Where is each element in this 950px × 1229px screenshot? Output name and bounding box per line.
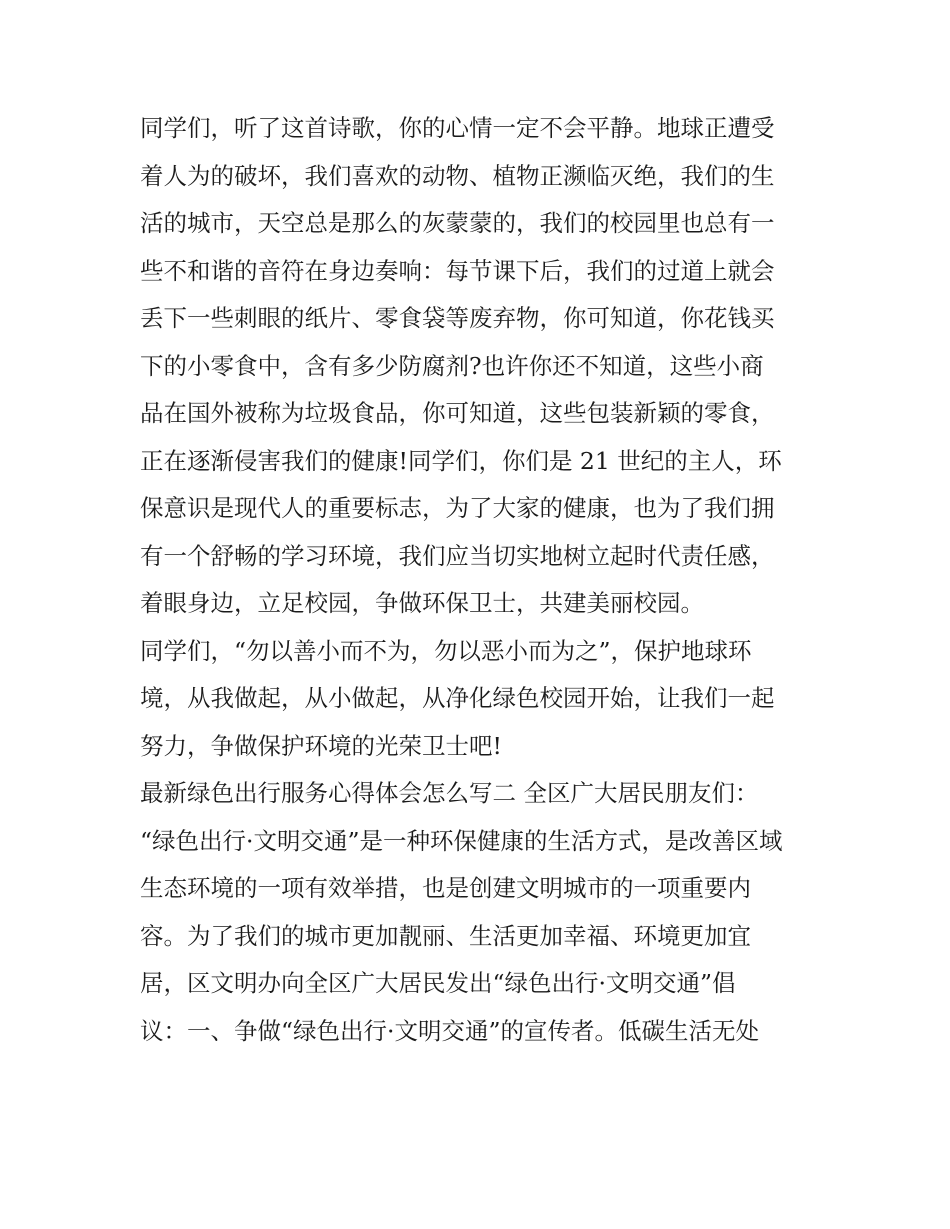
text-line: 正在逐渐侵害我们的健康!同学们，你们是 21 世纪的主人，环 — [140, 446, 782, 475]
text-line: 生态环境的一项有效举措，也是创建文明城市的一项重要内 — [140, 874, 751, 902]
text-line: 努力，争做保护环境的光荣卫士吧! — [140, 731, 502, 760]
text-line: 丢下一些刺眼的纸片、零食袋等废弃物，你可知道，你花钱买 — [140, 304, 775, 332]
text-line: 着人为的破坏，我们喜欢的动物、植物正濒临灭绝，我们的生 — [140, 161, 775, 190]
text-line: 活的城市，天空总是那么的灰蒙蒙的，我们的校园里也总有一 — [140, 209, 775, 237]
body-text — [140, 105, 820, 1055]
text-line: 境，从我做起，从小做起，从净化绿色校园开始，让我们一起 — [140, 684, 775, 712]
text-line: 保意识是现代人的重要标志，为了大家的健康，也为了我们拥 — [140, 494, 775, 522]
text-line: 容。为了我们的城市更加靓丽、生活更加幸福、环境更加宜 — [140, 921, 751, 950]
text-line: 同学们，听了这首诗歌，你的心情一定不会平静。地球正遭受 — [140, 114, 775, 142]
text-line: 居，区文明办向全区广大居民发出“绿色出行·文明交通”倡 — [140, 969, 736, 997]
text-line: 着眼身边，立足校园，争做环保卫士，共建美丽校园。 — [140, 589, 704, 617]
text-line: 最新绿色出行服务心得体会怎么写二 全区广大居民朋友们： — [140, 779, 759, 807]
text-line: 议：一、争做“绿色出行·文明交通”的宣传者。低碳生活无处 — [140, 1016, 759, 1045]
text-line: 下的小零食中，含有多少防腐剂?也许你还不知道，这些小商 — [140, 351, 764, 380]
text-line: 些不和谐的音符在身边奏响：每节课下后，我们的过道上就会 — [140, 256, 775, 285]
text-line: 品在国外被称为垃圾食品，你可知道，这些包装新颖的零食， — [140, 399, 775, 427]
text-line: 同学们，“勿以善小而不为，勿以恶小而为之”，保护地球环 — [140, 636, 752, 665]
text-line: “绿色出行·文明交通”是一种环保健康的生活方式，是改善区域 — [140, 826, 783, 855]
text-line: 有一个舒畅的学习环境，我们应当切实地树立起时代责任感， — [140, 541, 775, 570]
